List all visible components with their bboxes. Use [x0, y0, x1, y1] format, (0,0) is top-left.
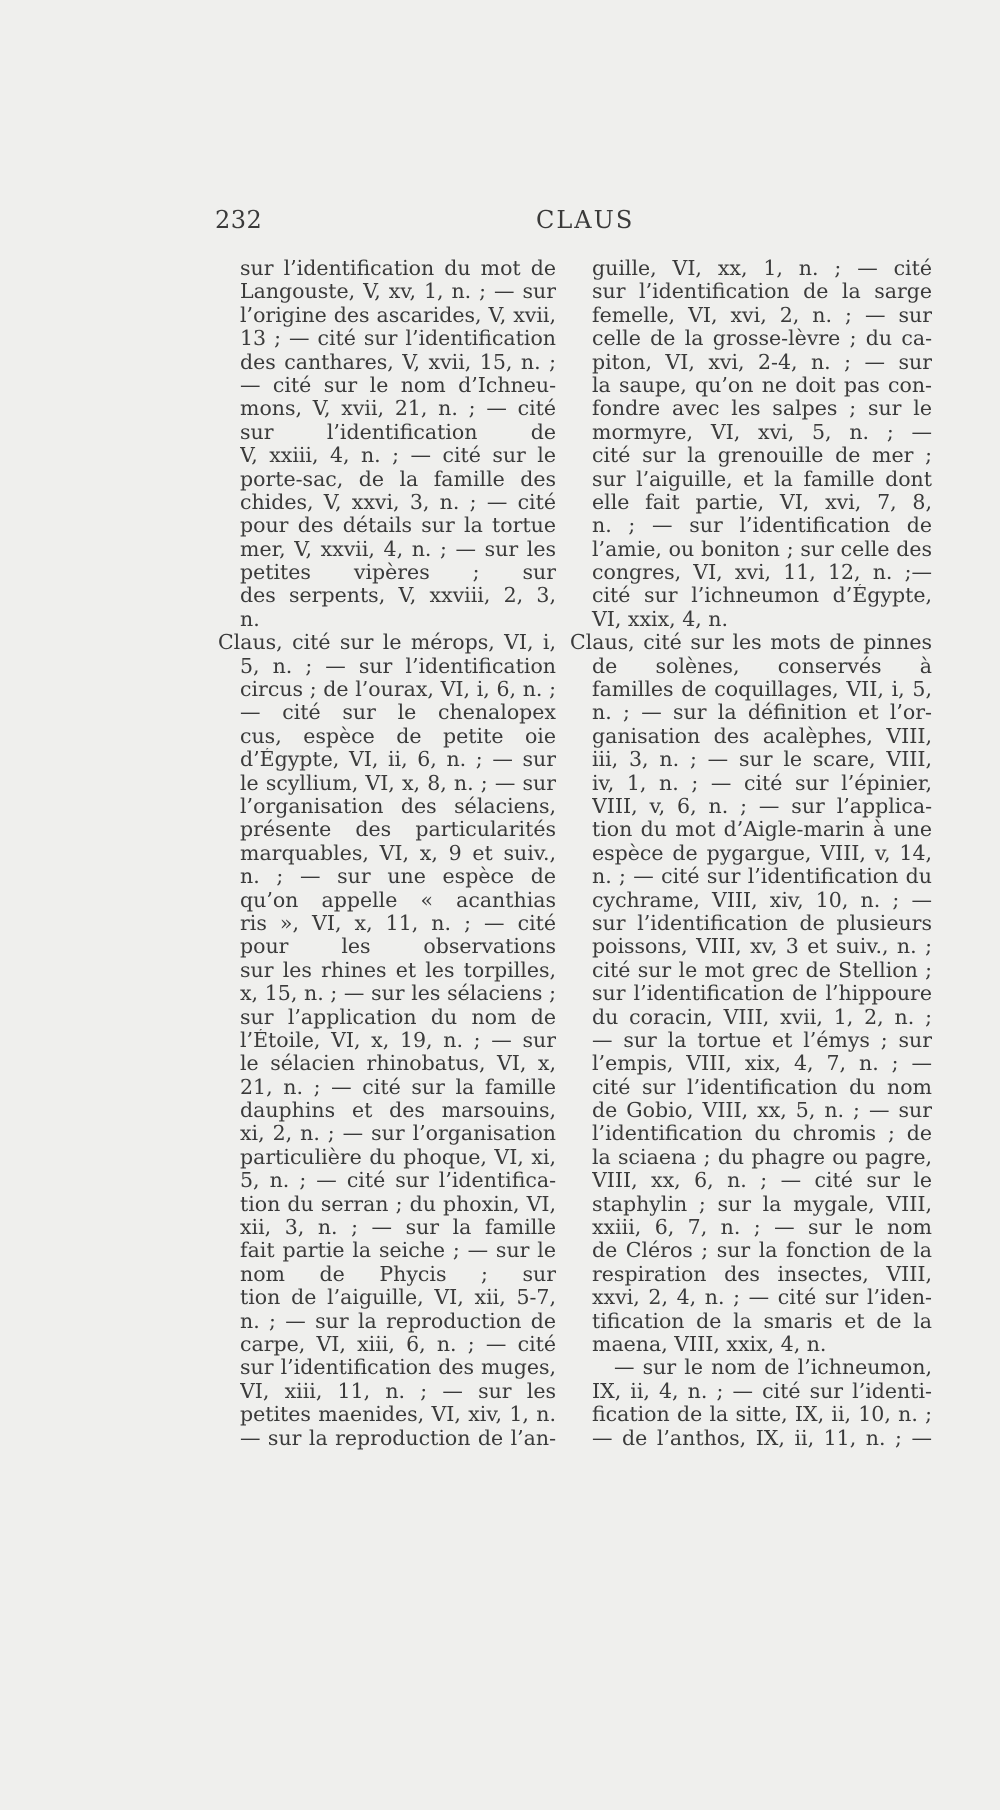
text-line: cité sur la grenouille de mer ;: [592, 444, 932, 468]
text-line: l’Étoile, VI, x, 19, n. ; — sur: [240, 1028, 556, 1052]
text-line: Langouste, V, xv, 1, n. ; — sur: [240, 280, 556, 304]
text-line: de solènes, conservés à: [592, 654, 932, 678]
text-line: respiration des insectes, VIII,: [592, 1262, 932, 1286]
text-line: VI, xxix, 4, n.: [592, 606, 729, 631]
text-line: chides, V, xxvi, 3, n. ; — cité: [240, 490, 556, 514]
text-line: nom de Phycis ; sur: [240, 1262, 556, 1286]
page-number: 232: [215, 206, 263, 234]
text-line: — cité sur le nom d’Ichneu-: [240, 373, 556, 397]
text-line: fait partie la seiche ; — sur le: [240, 1239, 556, 1263]
left-column: [218, 257, 556, 1450]
text-line: staphylin ; sur la mygale, VIII,: [592, 1192, 932, 1216]
text-line: piton, VI, xvi, 2-4, n. ; — sur: [592, 350, 932, 374]
text-line: porte-sac, de la famille des: [240, 467, 556, 491]
text-line: femelle, VI, xvi, 2, n. ; — sur: [592, 303, 932, 327]
text-line: xi, 2, n. ; — sur l’organisation: [240, 1122, 556, 1146]
text-line: marquables, VI, x, 9 et suiv.,: [240, 841, 556, 865]
text-line: d’Égypte, VI, ii, 6, n. ; — sur: [240, 748, 556, 772]
text-line: congres, VI, xvi, 11, 12, n. ;—: [592, 561, 932, 585]
text-line: n.: [240, 606, 260, 631]
text-line: sur l’identification de: [240, 420, 556, 444]
text-line: tion du mot d’Aigle-marin à une: [592, 818, 932, 842]
text-line: Claus, cité sur le mérops, VI, i,: [218, 631, 556, 655]
text-line: iv, 1, n. ; — cité sur l’épinier,: [592, 771, 932, 795]
text-line: sur l’identification de plusieurs: [592, 911, 932, 935]
text-line: cité sur l’ichneumon d’Égypte,: [592, 584, 932, 608]
text-line: sur les rhines et les torpilles,: [240, 958, 556, 982]
text-line: l’origine des ascarides, V, xvii,: [240, 303, 556, 327]
text-line: cychrame, VIII, xiv, 10, n. ; —: [592, 888, 932, 912]
text-line: VI, xiii, 11, n. ; — sur les: [240, 1379, 556, 1403]
text-line: IX, ii, 4, n. ; — cité sur l’identi-: [592, 1379, 932, 1403]
text-line: ris », VI, x, 11, n. ; — cité: [240, 911, 556, 935]
text-line: iii, 3, n. ; — sur le scare, VIII,: [592, 748, 932, 772]
running-head: CLAUS: [536, 206, 635, 234]
text-line: — cité sur le chenalopex: [240, 701, 556, 725]
text-line: l’organisation des sélaciens,: [240, 794, 556, 818]
text-line: xxvi, 2, 4, n. ; — cité sur l’iden-: [592, 1286, 932, 1310]
text-line: xxiii, 6, 7, n. ; — sur le nom: [592, 1216, 932, 1240]
text-line: — sur la reproduction de l’an-: [240, 1426, 556, 1450]
text-line: celle de la grosse-lèvre ; du ca-: [592, 327, 932, 351]
text-line: xii, 3, n. ; — sur la famille: [240, 1216, 556, 1240]
text-line: sur l’application du nom de: [240, 1005, 556, 1029]
text-line: n. ; — sur la reproduction de: [240, 1309, 556, 1333]
text-line: sur l’identification de la sarge: [592, 280, 932, 304]
text-line: maena, VIII, xxix, 4, n.: [592, 1331, 827, 1356]
text-line: espèce de pygargue, VIII, v, 14,: [592, 841, 932, 865]
text-line: x, 15, n. ; — sur les sélaciens ;: [240, 982, 556, 1006]
text-line: pour des détails sur la tortue: [240, 514, 556, 538]
text-line: poissons, VIII, xv, 3 et suiv., n. ;: [592, 935, 932, 959]
text-line: fondre avec les salpes ; sur le: [592, 397, 932, 421]
text-line: — sur le nom de l’ichneumon,: [614, 1356, 932, 1380]
text-line: familles de coquillages, VII, i, 5,: [592, 678, 932, 702]
text-line: l’amie, ou boniton ; sur celle des: [592, 537, 932, 561]
text-line: n. ; — sur la définition et l’or-: [592, 701, 932, 725]
text-line: sur l’identification du mot de: [240, 257, 556, 280]
text-line: la saupe, qu’on ne doit pas con-: [592, 373, 932, 397]
text-line: 5, n. ; — cité sur l’identifica-: [240, 1169, 556, 1193]
text-line: sur l’identification des muges,: [240, 1356, 556, 1380]
text-line: tion du serran ; du phoxin, VI,: [240, 1192, 556, 1216]
text-line: ganisation des acalèphes, VIII,: [592, 724, 932, 748]
text-line: dauphins et des marsouins,: [240, 1099, 556, 1123]
text-line: 5, n. ; — sur l’identification: [240, 654, 556, 678]
text-line: elle fait partie, VI, xvi, 7, 8,: [592, 490, 932, 514]
text-line: cité sur l’identification du nom: [592, 1075, 932, 1099]
text-line: présente des particularités: [240, 818, 556, 842]
text-line: V, xxiii, 4, n. ; — cité sur le: [240, 444, 556, 468]
text-line: VIII, v, 6, n. ; — sur l’applica-: [592, 794, 932, 818]
text-line: cus, espèce de petite oie: [240, 724, 556, 748]
text-line: n. ; — sur l’identification de: [592, 514, 932, 538]
text-line: cité sur le mot grec de Stellion ;: [592, 958, 932, 982]
text-line: carpe, VI, xiii, 6, n. ; — cité: [240, 1332, 556, 1356]
text-line: l’empis, VIII, xix, 4, 7, n. ; —: [592, 1052, 932, 1076]
text-line: du coracin, VIII, xvii, 1, 2, n. ;: [592, 1005, 932, 1029]
text-line: n. ; — sur une espèce de: [240, 865, 556, 889]
text-line: circus ; de l’ourax, VI, i, 6, n. ;: [240, 678, 556, 702]
text-line: tification de la smaris et de la: [592, 1309, 932, 1333]
text-line: le scyllium, VI, x, 8, n. ; — sur: [240, 771, 556, 795]
text-line: des serpents, V, xxviii, 2, 3,: [240, 584, 556, 608]
text-line: 13 ; — cité sur l’identification: [240, 327, 556, 351]
text-line: mons, V, xvii, 21, n. ; — cité: [240, 397, 556, 421]
text-line: tion de l’aiguille, VI, xii, 5-7,: [240, 1286, 556, 1310]
text-line: petites maenides, VI, xiv, 1, n.: [240, 1403, 556, 1427]
text-line: 21, n. ; — cité sur la famille: [240, 1075, 556, 1099]
text-line: la sciaena ; du phagre ou pagre,: [592, 1145, 932, 1169]
text-line: mer, V, xxvii, 4, n. ; — sur les: [240, 537, 556, 561]
text-line: guille, VI, xx, 1, n. ; — cité: [592, 257, 932, 280]
text-line: des canthares, V, xvii, 15, n. ;: [240, 350, 556, 374]
text-line: particulière du phoque, VI, xi,: [240, 1145, 556, 1169]
right-column: [570, 257, 932, 1450]
text-line: sur l’identification de l’hippoure: [592, 982, 932, 1006]
text-line: pour les observations: [240, 935, 556, 959]
text-line: de Cléros ; sur la fonction de la: [592, 1239, 932, 1263]
text-line: petites vipères ; sur: [240, 561, 556, 585]
text-line: de Gobio, VIII, xx, 5, n. ; — sur: [592, 1099, 932, 1123]
text-line: Claus, cité sur les mots de pinnes: [570, 631, 932, 655]
text-line: qu’on appelle « acanthias: [240, 888, 556, 912]
text-line: fication de la sitte, IX, ii, 10, n. ;: [592, 1403, 932, 1427]
text-line: l’identification du chromis ; de: [592, 1122, 932, 1146]
text-line: VIII, xx, 6, n. ; — cité sur le: [592, 1169, 932, 1193]
text-line: le sélacien rhinobatus, VI, x,: [240, 1052, 556, 1076]
text-line: mormyre, VI, xvi, 5, n. ; —: [592, 420, 932, 444]
text-line: — de l’anthos, IX, ii, 11, n. ; —: [592, 1426, 932, 1450]
text-line: sur l’aiguille, et la famille dont: [592, 467, 932, 491]
text-line: n. ; — cité sur l’identification du: [592, 865, 932, 889]
text-line: — sur la tortue et l’émys ; sur: [592, 1028, 932, 1052]
